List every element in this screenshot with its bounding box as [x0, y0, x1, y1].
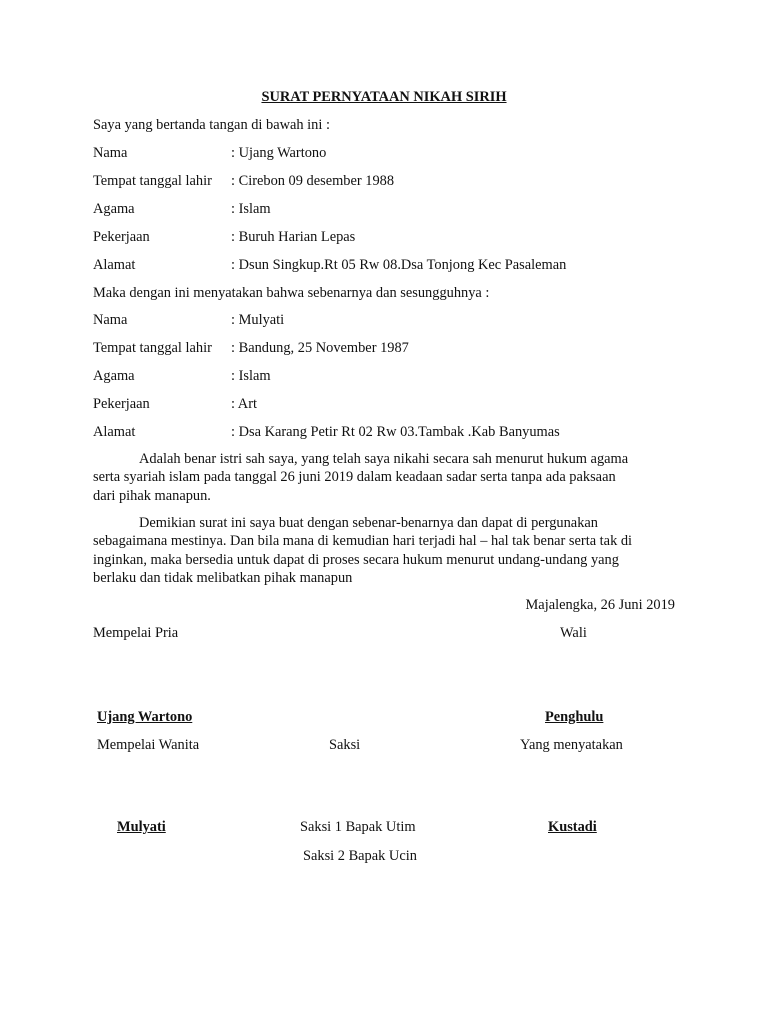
field-label: Alamat: [93, 257, 136, 273]
field-value: : Islam: [231, 368, 271, 384]
wali-label: Wali: [560, 625, 587, 641]
paragraph-line: dari pihak manapun.: [93, 488, 211, 504]
groom-name: Ujang Wartono: [97, 709, 193, 725]
intro-text: Saya yang bertanda tangan di bawah ini :: [93, 117, 330, 133]
field-value: : Dsa Karang Petir Rt 02 Rw 03.Tambak .Kab Banyumas: [231, 424, 560, 440]
field-label: Pekerjaan: [93, 396, 150, 412]
field-value: : Cirebon 09 desember 1988: [231, 173, 395, 189]
wali-name: Penghulu: [545, 709, 604, 725]
field-value: : Islam: [231, 201, 271, 217]
field-label: Agama: [93, 201, 135, 217]
paragraph-line: Demikian surat ini saya buat dengan sebenar-benarnya dan dapat di pergunakan: [139, 515, 598, 531]
field-label: Nama: [93, 145, 128, 161]
paragraph-line: Adalah benar istri sah saya, yang telah saya nikahi secara sah menurut hukum agama: [139, 451, 629, 467]
field-value: : Dsun Singkup.Rt 05 Rw 08.Dsa Tonjong Kec Pasaleman: [231, 257, 567, 273]
document-title: SURAT PERNYATAAN NIKAH SIRIH: [261, 89, 507, 105]
statement-text: Maka dengan ini menyatakan bahwa sebenarnya dan sesungguhnya :: [93, 285, 490, 301]
field-value: : Bandung, 25 November 1987: [231, 340, 409, 356]
paragraph-line: berlaku dan tidak melibatkan pihak manapun: [93, 570, 353, 586]
declarant-name: Kustadi: [548, 819, 597, 835]
field-value: : Art: [231, 396, 257, 412]
paragraph-line: serta syariah islam pada tanggal 26 juni 2019 dalam keadaan sadar serta tanpa ada paksaan: [93, 469, 616, 485]
witness-label: Saksi: [329, 737, 361, 753]
field-label: Agama: [93, 368, 135, 384]
paragraph-line: inginkan, maka bersedia untuk dapat di proses secara hukum menurut undang-undang yang: [93, 552, 619, 568]
bride-name: Mulyati: [117, 819, 166, 835]
declarant-label: Yang menyatakan: [520, 737, 623, 753]
field-label: Alamat: [93, 424, 136, 440]
groom-label: Mempelai Pria: [93, 625, 179, 641]
field-label: Nama: [93, 312, 128, 328]
paragraph-line: sebagaimana mestinya. Dan bila mana di kemudian hari terjadi hal – hal tak benar serta tak di: [93, 533, 633, 549]
field-value: : Ujang Wartono: [231, 145, 327, 161]
field-label: Tempat tanggal lahir: [93, 340, 212, 356]
field-label: Tempat tanggal lahir: [93, 173, 212, 189]
bride-label: Mempelai Wanita: [97, 737, 200, 753]
field-value: : Mulyati: [231, 312, 285, 328]
field-label: Pekerjaan: [93, 229, 150, 245]
field-value: : Buruh Harian Lepas: [231, 229, 356, 245]
witness-2: Saksi 2 Bapak Ucin: [303, 848, 417, 864]
witness-1: Saksi 1 Bapak Utim: [300, 819, 416, 835]
place-date: Majalengka, 26 Juni 2019: [525, 597, 675, 613]
